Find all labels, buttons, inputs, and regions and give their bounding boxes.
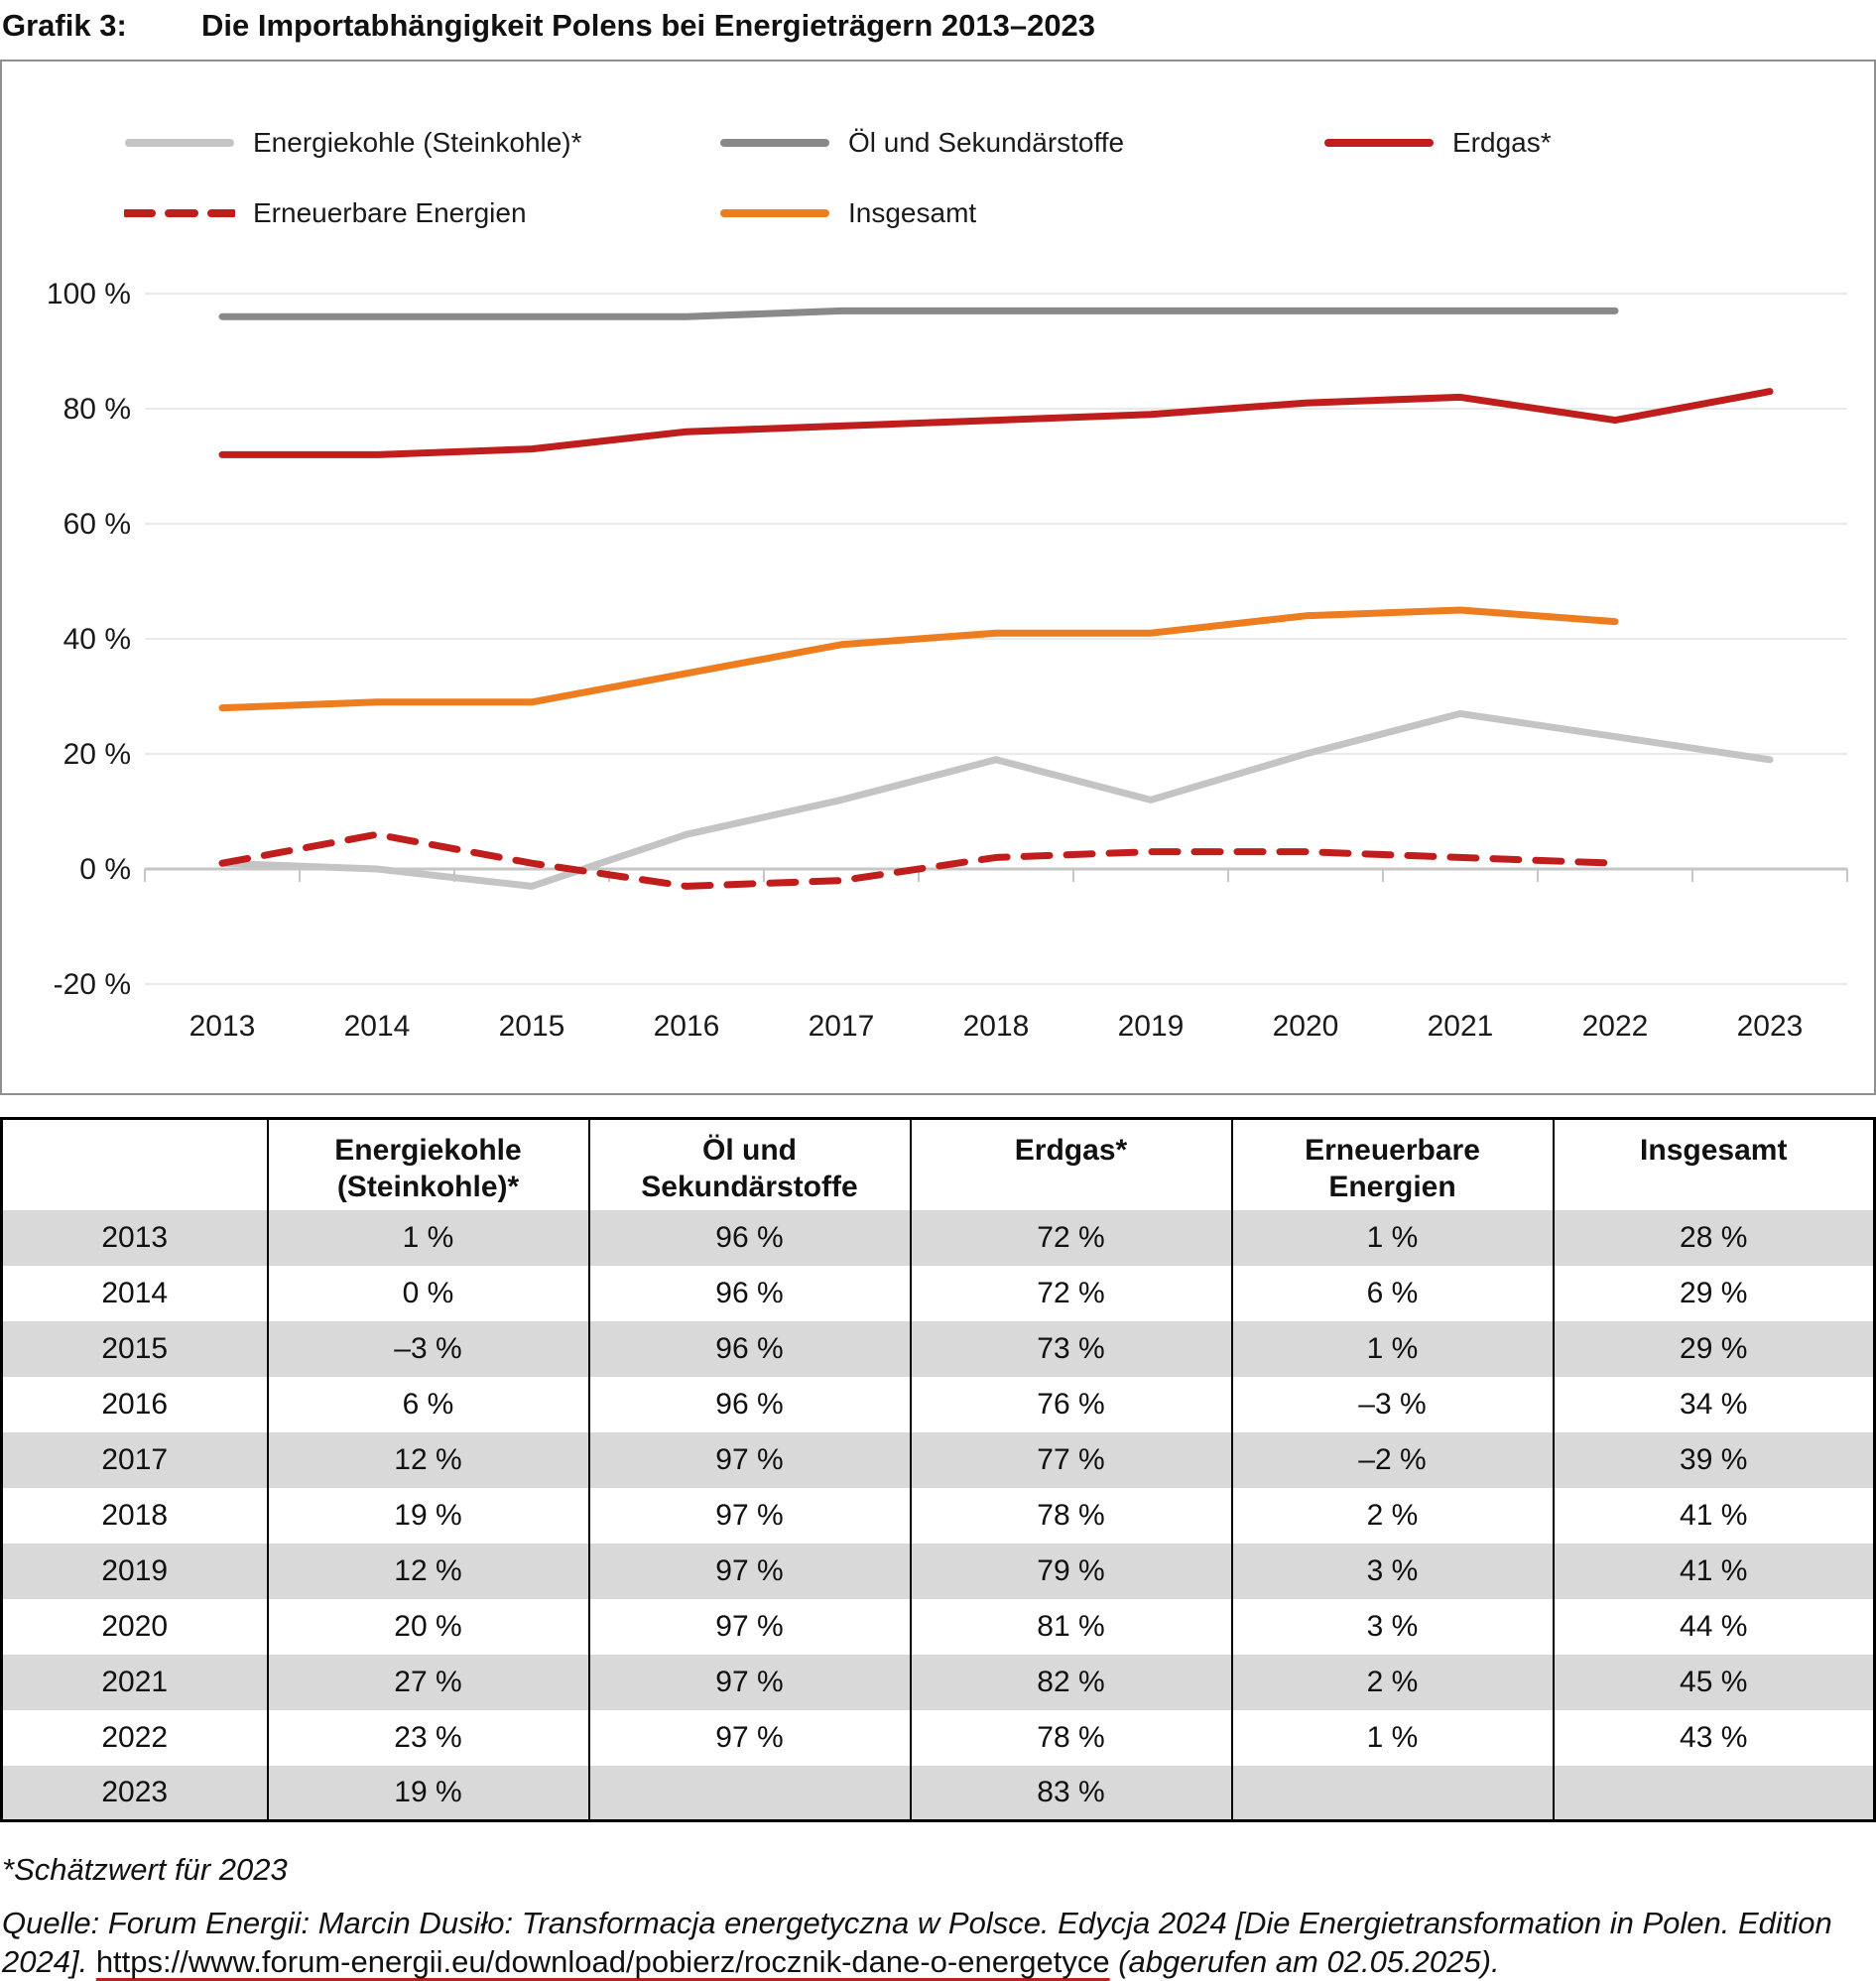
row-value: 3 % [1232, 1599, 1554, 1655]
y-axis-label: 60 % [63, 508, 131, 541]
x-axis-label: 2023 [1736, 1010, 1804, 1043]
row-value: 41 % [1554, 1488, 1875, 1544]
table-row [2, 1544, 1875, 1599]
header-erdgas: Erdgas* [911, 1119, 1232, 1210]
row-year: 2017 [2, 1432, 268, 1488]
legend-label: Erdgas* [1452, 127, 1552, 158]
table-row [2, 1710, 1875, 1766]
x-axis-label: 2015 [498, 1010, 565, 1043]
source-text [2, 1904, 1876, 1981]
row-value: 0 % [268, 1266, 589, 1321]
row-year: 2019 [2, 1544, 268, 1599]
row-value: 20 % [268, 1599, 589, 1655]
line-oel [222, 310, 1615, 316]
x-axis-label: 2014 [343, 1010, 411, 1043]
row-value: 72 % [911, 1266, 1232, 1321]
y-axis-label: 40 % [63, 623, 131, 656]
table-row [2, 1766, 1875, 1821]
row-value: 12 % [268, 1544, 589, 1599]
row-value: 3 % [1232, 1544, 1554, 1599]
figure-title: Die Importabhängigkeit Polens bei Energieträgern 2013–2023 [201, 8, 1096, 43]
row-value: 97 % [589, 1655, 911, 1710]
row-value: 43 % [1554, 1710, 1875, 1766]
row-value: 1 % [268, 1210, 589, 1266]
row-value: 73 % [911, 1321, 1232, 1377]
row-value: 1 % [1232, 1210, 1554, 1266]
table-row [2, 1210, 1875, 1266]
x-axis-label: 2013 [188, 1010, 256, 1043]
row-value: 39 % [1554, 1432, 1875, 1488]
table-row [2, 1266, 1875, 1321]
legend-label: Energiekohle (Steinkohle)* [253, 127, 582, 158]
y-axis-label: 100 % [46, 278, 131, 310]
x-axis-label: 2018 [962, 1010, 1030, 1043]
row-value: –3 % [1232, 1377, 1554, 1432]
y-axis-label: -20 % [53, 968, 131, 1001]
table-row [2, 1377, 1875, 1432]
legend-label: Öl und Sekundärstoffe [848, 127, 1125, 158]
x-axis-label: 2016 [653, 1010, 720, 1043]
x-axis-label: 2019 [1117, 1010, 1185, 1043]
row-value: 34 % [1554, 1377, 1875, 1432]
row-value: 96 % [589, 1210, 911, 1266]
header-oel: Öl und Sekundärstoffe [589, 1119, 911, 1210]
x-axis-label: 2021 [1427, 1010, 1494, 1043]
row-value [589, 1766, 911, 1821]
source-suffix: (abgerufen am 02.05.2025). [1109, 1944, 1500, 1979]
row-year: 2018 [2, 1488, 268, 1544]
row-value: 81 % [911, 1599, 1232, 1655]
chart-plot [2, 62, 1874, 1093]
row-value: 12 % [268, 1432, 589, 1488]
row-value: 78 % [911, 1710, 1232, 1766]
row-value: 97 % [589, 1710, 911, 1766]
row-year: 2020 [2, 1599, 268, 1655]
row-year: 2021 [2, 1655, 268, 1710]
row-value: 27 % [268, 1655, 589, 1710]
row-year: 2014 [2, 1266, 268, 1321]
row-value: 2 % [1232, 1488, 1554, 1544]
footnote: *Schätzwert für 2023 [2, 1852, 288, 1887]
source-link[interactable]: https://www.forum-energii.eu/download/pobierz/rocznik-dane-o-energetyce [95, 1944, 1110, 1979]
row-value: 6 % [1232, 1266, 1554, 1321]
row-value: 96 % [589, 1266, 911, 1321]
y-axis-label: 80 % [63, 393, 131, 426]
source-prefix: Quelle: Forum Energii: Marcin Dusiło: Transformacja energetyczna w Polsce. Edycja 2024 [Die Energietransformation in Polen. Edition 2024]. [2, 1906, 1832, 1979]
row-year: 2013 [2, 1210, 268, 1266]
table-row [2, 1432, 1875, 1488]
row-value: 28 % [1554, 1210, 1875, 1266]
legend-label: Erneuerbare Energien [253, 197, 527, 228]
row-value: 97 % [589, 1544, 911, 1599]
row-value: 77 % [911, 1432, 1232, 1488]
row-value: 41 % [1554, 1544, 1875, 1599]
row-value [1232, 1766, 1554, 1821]
row-year: 2022 [2, 1710, 268, 1766]
row-value: 44 % [1554, 1599, 1875, 1655]
row-value: 23 % [268, 1710, 589, 1766]
row-year: 2015 [2, 1321, 268, 1377]
row-value: 6 % [268, 1377, 589, 1432]
row-value: 76 % [911, 1377, 1232, 1432]
row-value: 78 % [911, 1488, 1232, 1544]
row-value: 45 % [1554, 1655, 1875, 1710]
row-value: 96 % [589, 1377, 911, 1432]
x-axis-label: 2020 [1272, 1010, 1339, 1043]
legend-label: Insgesamt [848, 197, 977, 228]
row-year: 2016 [2, 1377, 268, 1432]
x-axis-label: 2017 [808, 1010, 875, 1043]
header-empty [2, 1119, 268, 1210]
header-energiekohle: Energiekohle (Steinkohle)* [268, 1119, 589, 1210]
row-value: 29 % [1554, 1321, 1875, 1377]
row-value: 97 % [589, 1432, 911, 1488]
table-row [2, 1488, 1875, 1544]
table-header-row [2, 1119, 1875, 1210]
row-value: 1 % [1232, 1710, 1554, 1766]
row-value: 72 % [911, 1210, 1232, 1266]
x-axis-label: 2022 [1581, 1010, 1649, 1043]
row-value: 79 % [911, 1544, 1232, 1599]
row-value: 97 % [589, 1488, 911, 1544]
table-row [2, 1655, 1875, 1710]
row-value [1554, 1766, 1875, 1821]
figure-number: Grafik 3: [2, 8, 127, 43]
row-value: –3 % [268, 1321, 589, 1377]
row-value: 2 % [1232, 1655, 1554, 1710]
table-row [2, 1321, 1875, 1377]
data-table [0, 1117, 1876, 1822]
row-value: 19 % [268, 1488, 589, 1544]
row-value: 29 % [1554, 1266, 1875, 1321]
header-insgesamt: Insgesamt [1554, 1119, 1875, 1210]
y-axis-label: 20 % [63, 738, 131, 771]
row-value: 1 % [1232, 1321, 1554, 1377]
row-value: –2 % [1232, 1432, 1554, 1488]
header-erneuerbare: Erneuerbare Energien [1232, 1119, 1554, 1210]
row-value: 83 % [911, 1766, 1232, 1821]
page-title [2, 8, 1876, 44]
y-axis-label: 0 % [79, 853, 131, 886]
row-value: 96 % [589, 1321, 911, 1377]
row-value: 97 % [589, 1599, 911, 1655]
chart-frame [0, 60, 1876, 1095]
row-value: 82 % [911, 1655, 1232, 1710]
table-row [2, 1599, 1875, 1655]
row-value: 19 % [268, 1766, 589, 1821]
line-erdgas [222, 392, 1770, 455]
line-insgesamt [222, 610, 1615, 708]
row-year: 2023 [2, 1766, 268, 1821]
